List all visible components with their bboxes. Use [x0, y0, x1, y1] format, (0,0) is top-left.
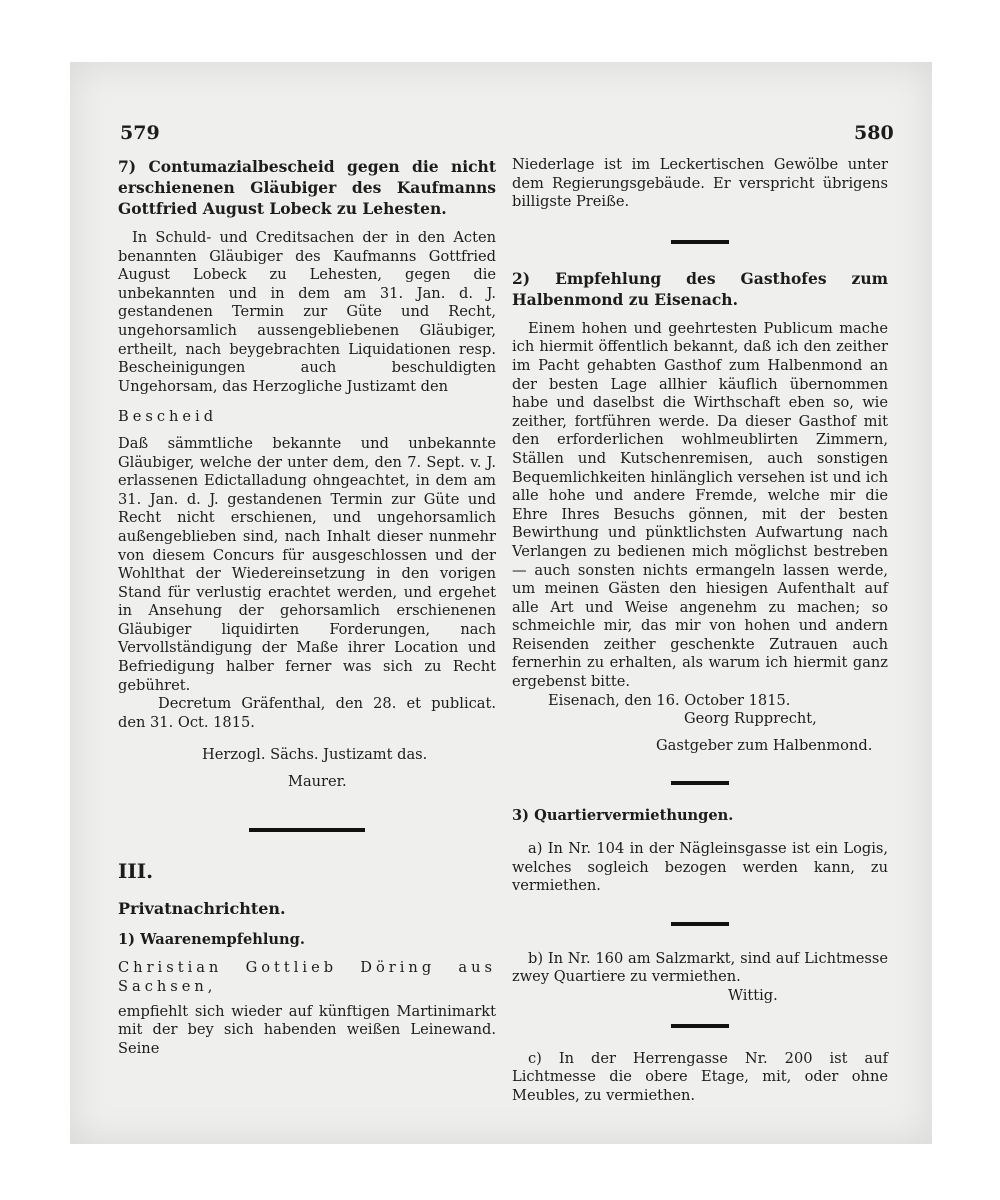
item3b-signature: Wittig. [728, 987, 778, 1004]
section-title: Privatnachrichten. [118, 899, 286, 919]
item7-text: In Schuld- und Creditsachen der in den Acten benannten Gläubiger des Kaufmanns Gottfried August Lobeck zu Lehesten, gegen die unbekannten und in dem am 31. Jan. d. J. gestandenen Termin zur Güte und Recht, ungehorsamlich aussengebliebenen Gläubiger, ertheilt, nach beygebrachten Liquidationen resp. Bescheinigungen auch beschuldigten Ungehorsam, das Herzogliche Justizamt den [118, 229, 496, 395]
page-number-left: 579 [120, 122, 160, 144]
item2-sign-title: Gastgeber zum Halbenmond. [656, 736, 873, 754]
decretum-line: Decretum Gräfenthal, den 28. et publicat. den 31. Oct. 1815. [118, 695, 496, 731]
item3c-text: c) In der Herrengasse Nr. 200 ist auf Lichtmesse die obere Etage, mit, oder ohne Meubles, zu vermiethen. [512, 1049, 888, 1104]
section-numeral: III. [118, 858, 154, 883]
bescheid-text: Daß sämmtliche bekannte und unbekannte Gläubiger, welche der unter dem, den 7. Sept. v. J. erlassenen Edictalladung ohngeachtet, in dem am 31. Jan. d. J. gestandenen Termin zur Güte und Recht nicht erschienen, und ungehorsamlich außengeblieben sind, nach Inhalt dieser nunmehr von diesem Concurs für ausgeschlossen und der Wohlthat der Wiedereinsetzung in den vorigen Stand für verlustig erachtet werden, und ergehet in Ansehung der gehorsamlich erschienenen Gläubiger liquidirten Forderungen, nach Vervollständigung der Maße ihrer Location und Befriedigung halber ferner was sich zu Recht gebühret. [118, 434, 496, 694]
item1-heading: 1) Waarenempfehlung. [118, 930, 305, 948]
section-divider-rule [249, 828, 365, 832]
signature-name: Maurer. [288, 773, 347, 791]
left-column [118, 156, 496, 1058]
divider-rule-1 [671, 240, 729, 244]
right-column [512, 156, 888, 1105]
item2-date: Eisenach, den 16. October 1815. [548, 691, 791, 709]
item2-heading: 2) Empfehlung des Gasthofes zum Halbenmond zu Eisenach. [512, 268, 888, 309]
item1-text: empfiehlt sich wieder auf künftigen Martinimarkt mit der bey sich habenden weißen Leinewand. Seine [118, 1002, 496, 1057]
bescheid-title: Bescheid [118, 408, 218, 426]
item2-sign-name: Georg Rupprecht, [684, 710, 817, 728]
divider-rule-4 [671, 1024, 729, 1028]
item1-name: Christian Gottlieb Döring aus Sachsen, [118, 959, 496, 995]
item3a-text: a) In Nr. 104 in der Nägleinsgasse ist ein Logis, welches sogleich bezogen werden kann, zu vermiethen. [512, 840, 888, 895]
signature-office: Herzogl. Sächs. Justizamt das. [202, 746, 428, 764]
page-number-right: 580 [854, 122, 894, 144]
divider-rule-3 [671, 922, 729, 926]
divider-rule-2 [671, 781, 729, 785]
item2-text: Einem hohen und geehrtesten Publicum mache ich hiermit öffentlich bekannt, daß ich den zeither im Pacht gehabten Gasthof zum Halbenmond an der besten Lage allhier käuflich übernommen habe und daselbst die Wirthschaft eben so, wie zeither, fortführen werde. Da dieser Gasthof mit den erforderlichen wohlmeublirten Zimmern, Ställen und Kutschenremisen, auch sonstigen Bequemlichkeiten hinlänglich versehen ist und ich alle hohe und andere Fremde, welche mir die Ehre Ihres Besuchs gönnen, mit der besten Bewirthung und pünktlichsten Aufwartung nach Verlangen zu bedienen mich möglichst bestreben — auch sonsten nichts ermangeln lassen werde, um meinen Gästen den hiesigen Aufenthalt auf alle Art und Weise angenehm zu machen; so schmeichle mir, das mir von hohen und andern Reisenden zeither geschenkte Zutrauen auch fernerhin zu erhalten, als warum ich hiermit ganz ergebenst bitte. [512, 319, 888, 691]
item3b-text: b) In Nr. 160 am Salzmarkt, sind auf Lichtmesse zwey Quartiere zu vermiethen. [512, 949, 888, 986]
item3-heading: 3) Quartiervermiethungen. [512, 807, 734, 825]
item1-continuation: Niederlage ist im Leckertischen Gewölbe unter dem Regierungsgebäude. Er verspricht übrigens billigste Preiße. [512, 156, 888, 211]
item7-heading: 7) Contumazialbescheid gegen die nicht erschienenen Gläubiger des Kaufmanns Gottfried August Lobeck zu Lehesten. [118, 157, 496, 218]
